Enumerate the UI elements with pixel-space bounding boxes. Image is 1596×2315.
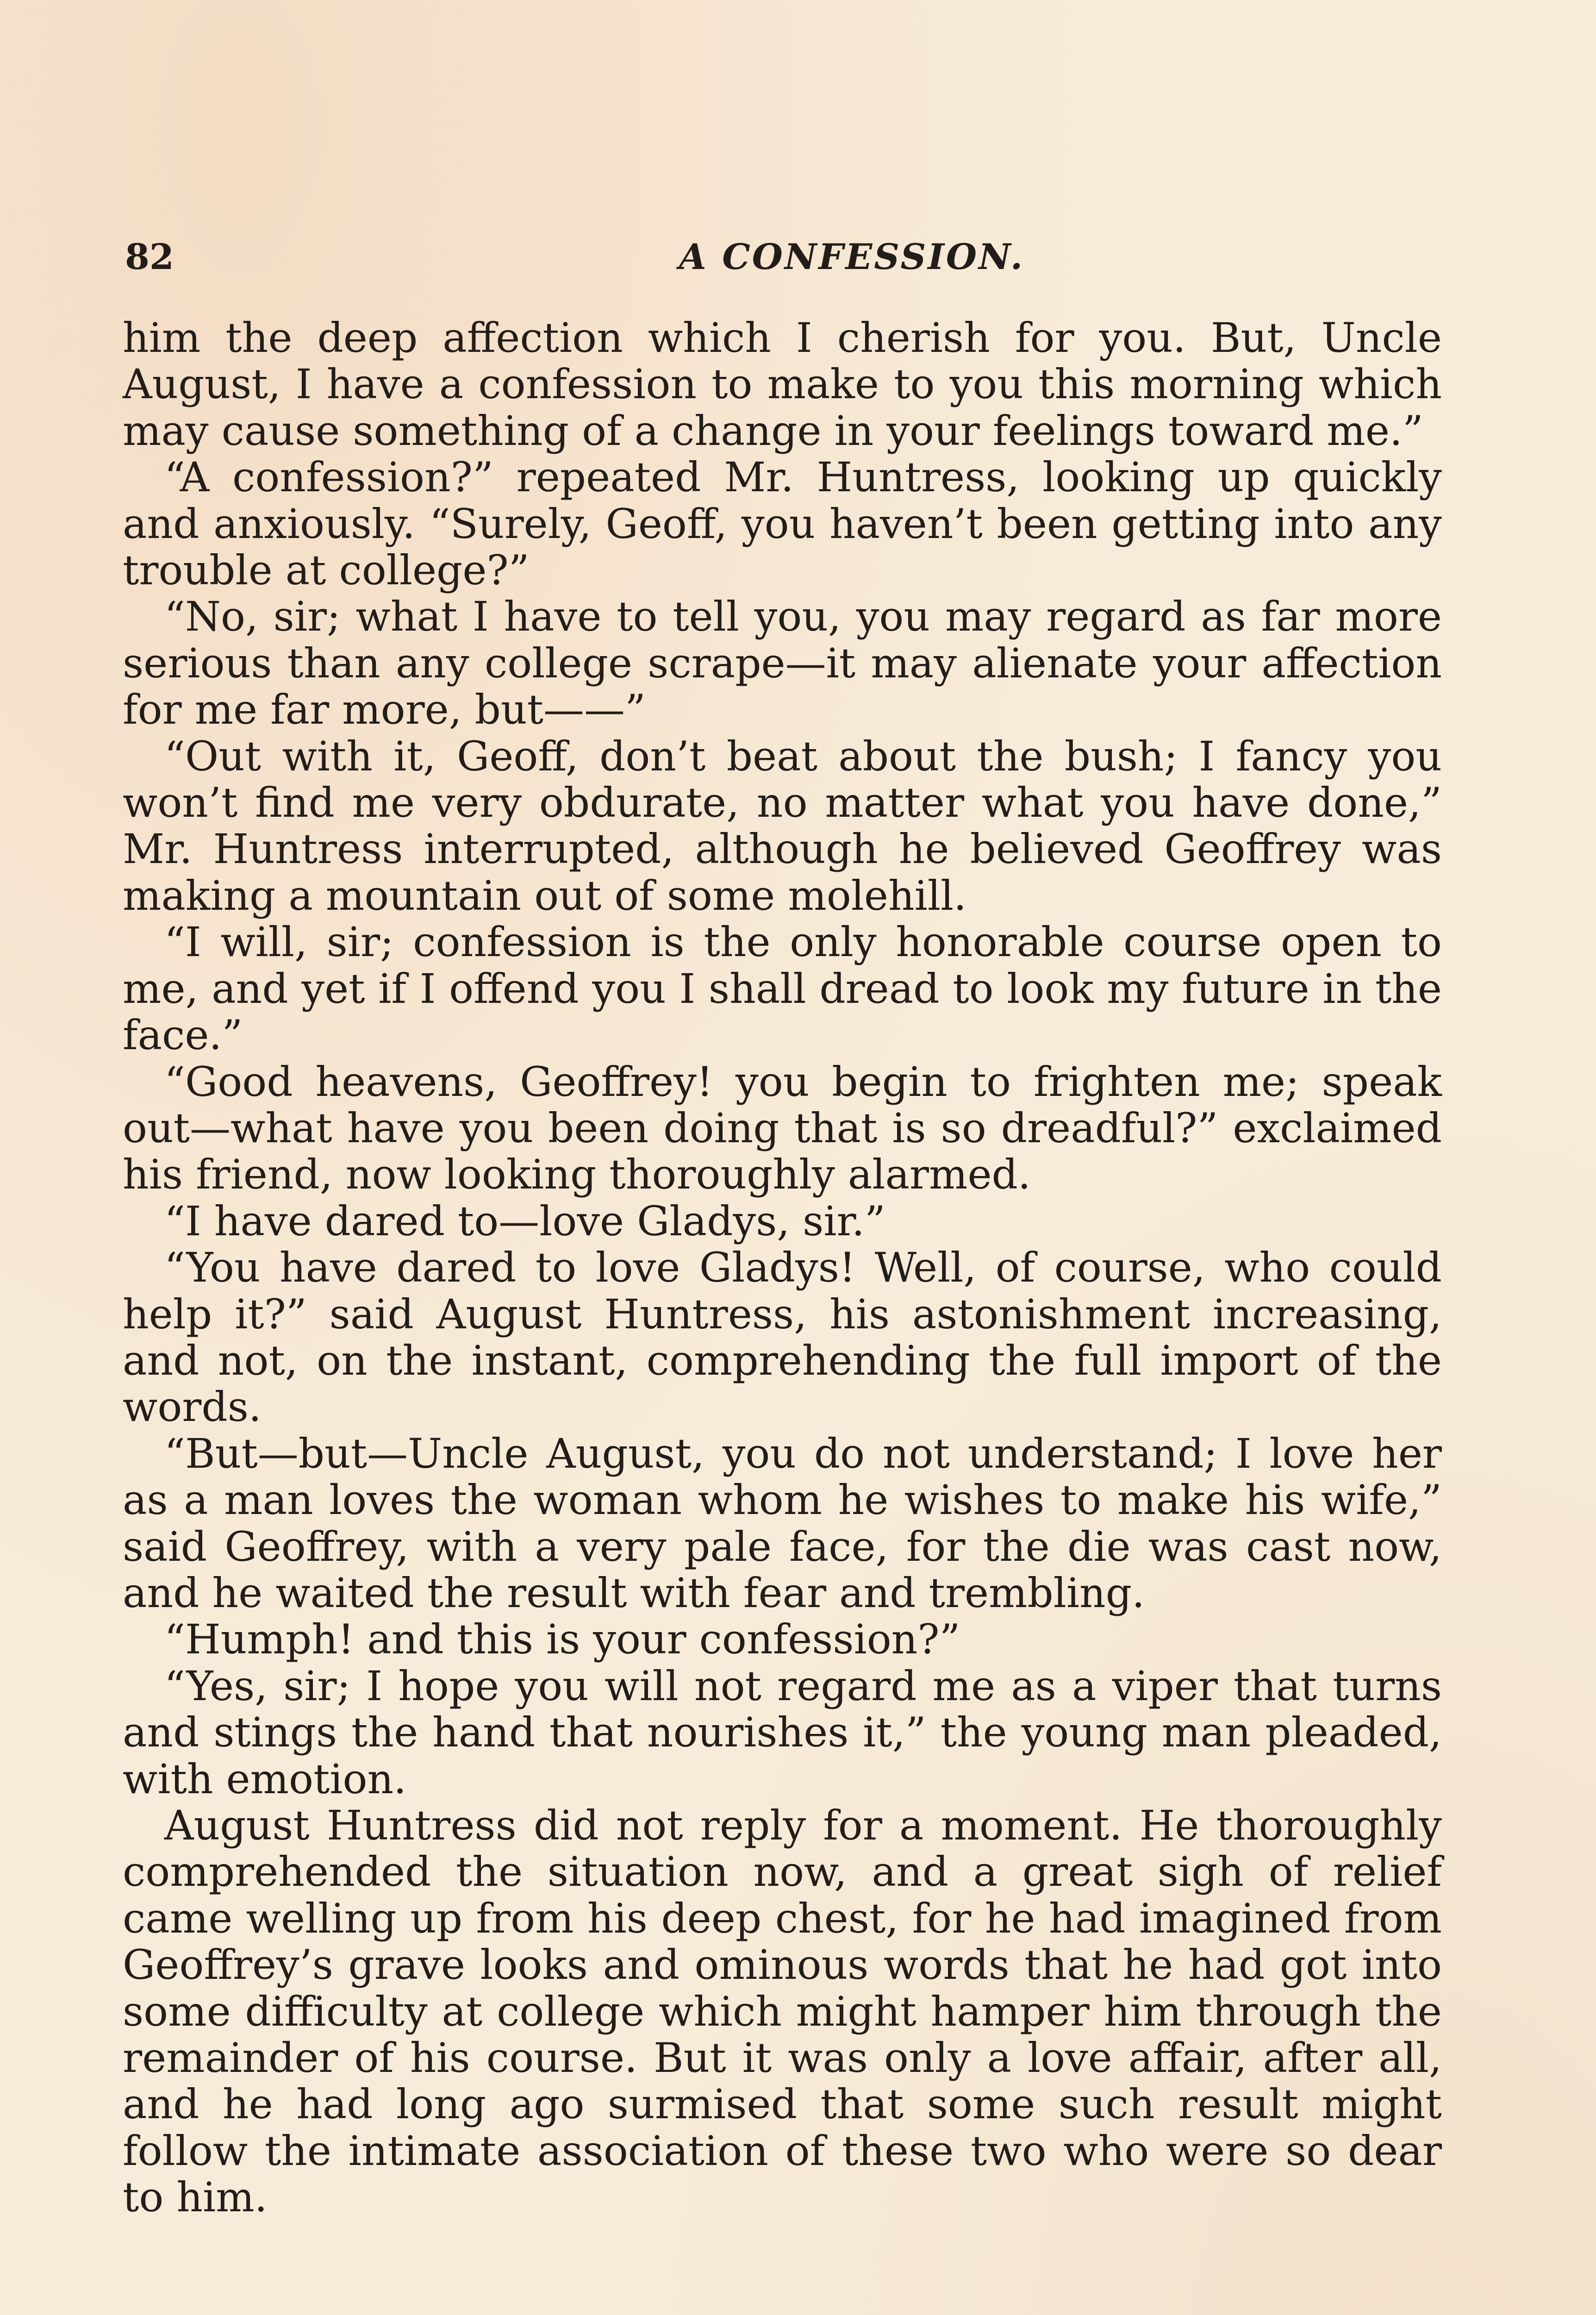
paragraph: “A confession?” repeated Mr. Huntress, looking up quickly and anxiously. “Surely, Geoff, you haven’t been getting into any trouble at college?” — [123, 453, 1442, 594]
paragraph: “I will, sir; confession is the only honorable course open to me, and yet if I offend you I shall dread to look my future in the face.” — [123, 918, 1442, 1059]
paragraph: “You have dared to love Gladys! Well, of course, who could help it?” said August Huntress, his astonishment increasing, and not, on the instant, comprehending the full import of the words. — [123, 1244, 1442, 1431]
paragraph: “Humph! and this is your confession?” — [164, 1615, 960, 1664]
paragraph: “But—but—Uncle August, you do not understand; I love her as a man loves the woman whom he wishes to make his wife,” said Geoffrey, with a very pale face, for the die was cast now, and he waited the result with fear and trembling. — [123, 1429, 1442, 1617]
chapter-title: A CONFESSION. — [679, 236, 1025, 277]
paragraph: “Yes, sir; I hope you will not regard me as a viper that turns and stings the hand that nourishes it,” the young man pleaded, with emotion. — [123, 1662, 1442, 1803]
paragraph: “Good heavens, Geoffrey! you begin to frighten me; speak out—what have you been doing that is so dreadful?” exclaimed his friend, now looking thoroughly alarmed. — [123, 1057, 1442, 1199]
body-text — [123, 315, 1442, 2221]
paragraph: August Huntress did not reply for a moment. He thoroughly comprehended the situation now, and a great sigh of relief came welling up from his deep chest, for he had imagined from Geoffrey’s grave looks and ominous words that he had got into some difficulty at college which might hamper him through the remainder of his course. But it was only a love affair, after all, and he had long ago surmised that some such result might follow the intimate association of these two who were so dear to him. — [123, 1802, 1442, 2221]
paragraph: him the deep affection which I cherish for you. But, Uncle August, I have a confession to make to you this morning which may cause something of a change in your feelings toward me.” — [123, 314, 1442, 455]
paragraph: “I have dared to—love Gladys, sir.” — [164, 1197, 885, 1245]
page-number: 82 — [125, 236, 174, 277]
paragraph: “Out with it, Geoff, don’t beat about the bush; I fancy you won’t find me very obdurate, no matter what you have done,” Mr. Huntress interrupted, although he believed Geoffrey was making a mountain out of some molehill. — [123, 732, 1442, 920]
running-head — [125, 232, 1440, 282]
paragraph: “No, sir; what I have to tell you, you may regard as far more serious than any college scrape—it may alienate your affection for me far more, but——” — [123, 593, 1442, 734]
